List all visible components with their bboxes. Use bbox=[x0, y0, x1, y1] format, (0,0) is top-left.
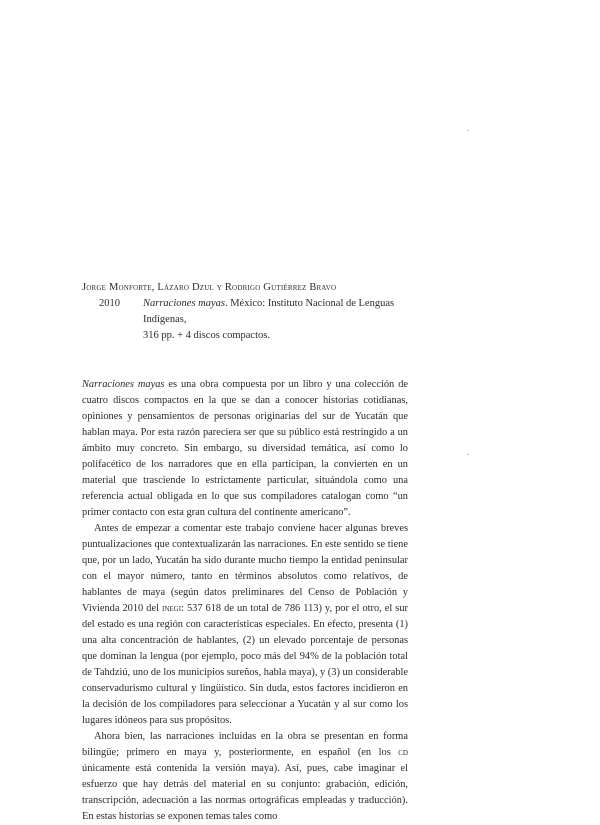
reference-details bbox=[143, 296, 412, 344]
paragraph-2 bbox=[82, 521, 408, 729]
paragraph-3-text-b: únicamente está contenida la versión maya). Así, pues, cabe imaginar el esfuerzo que hay detrás del material en su conjunto: grabación, edición, transcripción, adecuación a las normas ortográficas empleadas y traducción). En estas historias se exponen temas tales como bbox=[82, 763, 408, 822]
bibliographic-reference bbox=[82, 280, 412, 344]
paragraph-3-text-a: Ahora bien, las narraciones incluidas en la obra se presentan en forma bilingüe; primero en maya y, posteriormente, en español (en los bbox=[82, 731, 408, 758]
reference-publisher: . México: Instituto Nacional de Lenguas Indígenas, bbox=[143, 298, 395, 325]
paragraph-2-text-b: : 537 618 de un total de 786 113) y, por el otro, el sur del estado es una región con características especiales. En efecto, presenta (1) una alta concentración de hablantes, (2) un elevado porcentaje de personas que dominan la lengua (por ejemplo, poco más del 94% de la población total de Tahdziú, uno de los municipios sureños, habla maya), y (3) un considerable conservadurismo cultural y lingüístico. Sin duda, estos factores incidieron en la decisión de los compiladores para seleccionar a Yucatán y al sur como los lugares idóneos para sus propósitos. bbox=[82, 603, 409, 726]
inegi-abbreviation: inegi bbox=[161, 604, 182, 614]
cd-abbreviation: cd bbox=[398, 748, 408, 758]
paragraph-3 bbox=[82, 729, 408, 825]
review-body bbox=[82, 377, 408, 825]
paragraph-1-text: es una obra compuesta por un libro y una colección de cuatro discos compactos en la que se dan a conocer historias cotidianas, opiniones y pensamientos de personas originarias del sur de Yucatán que hablan maya. Por esta razón pareciera ser que su público está restringido a un ámbito muy concreto. Sin embargo, su diversidad temática, así como lo polifacético de los narradores que en ella participan, la convierten en un material que trasciende lo estrictamente particular, situándola como una referencia actual obligada en lo que sus compiladores catalogan como “un primer contacto con esta gran cultura del continente americano”. bbox=[82, 379, 408, 518]
reference-title: Narraciones mayas bbox=[143, 298, 225, 309]
reference-authors: Jorge Monforte, Lázaro Dzul y Rodrigo Gutiérrez Bravo bbox=[82, 282, 337, 293]
reference-year: 2010 bbox=[99, 298, 120, 309]
book-title-inline: Narraciones mayas bbox=[82, 379, 165, 390]
paragraph-2-text-a: Antes de empezar a comentar este trabajo conviene hacer algunas breves puntualizaciones que contextualizarán las narraciones. En este sentido se tiene que, por un lado, Yucatán ha sido durante mucho tiempo la entidad peninsular con el mayor número, tanto en términos absolutos como relativos, de hablantes de maya (según datos preliminares del Censo de Población y Vivienda 2010 del bbox=[82, 523, 408, 614]
paragraph-1 bbox=[82, 377, 408, 521]
scan-mark bbox=[467, 130, 469, 131]
reference-pages: 316 pp. + 4 discos compactos. bbox=[143, 330, 270, 341]
reference-entry bbox=[82, 296, 412, 344]
scan-mark bbox=[467, 454, 469, 455]
